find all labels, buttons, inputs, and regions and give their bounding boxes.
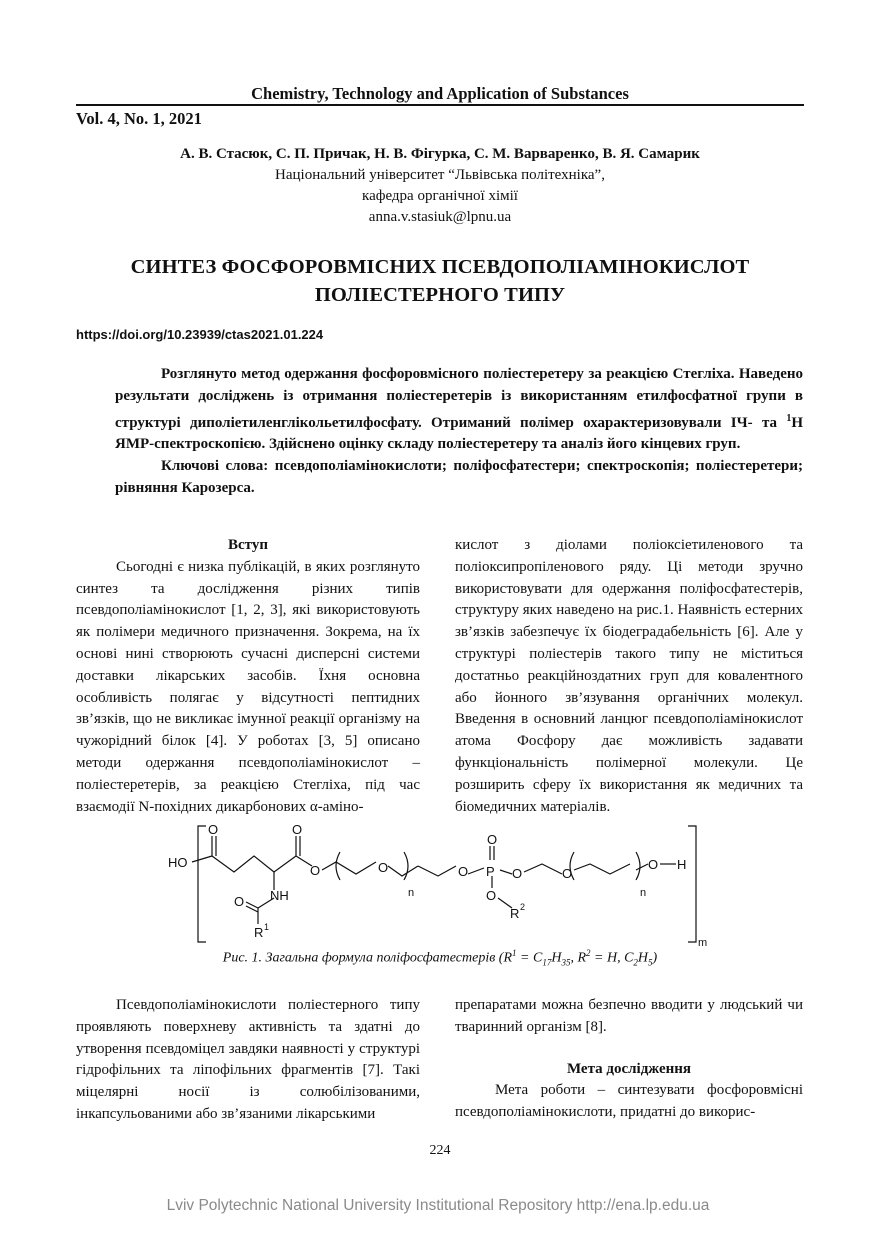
- figure-label-o: O: [458, 864, 469, 879]
- affiliation-university: Національний університет “Львівська політехніка”,: [275, 167, 605, 183]
- figure-caption: Рис. 1. Загальна формула поліфосфатестерів ($R^1 = C_{17}H_{35}$, $R^2 = H$, $C_2H_5$): [222, 948, 658, 968]
- polymer-structure-figure: [150, 820, 730, 948]
- figure-label-o: O: [486, 888, 497, 903]
- abstract: [115, 364, 803, 500]
- section2-right-column: [455, 995, 803, 1124]
- paper-title: [76, 253, 804, 309]
- repository-footer[interactable]: Lviv Polytechnic National University Institutional Repository http://ena.lp.edu.ua: [166, 1197, 710, 1214]
- figure-label-o: O: [234, 894, 245, 909]
- section2-paragraph: Псевдополіамінокислоти поліестерного типу проявляють поверхневу активність та здатні до утворення псевдоміцел завдяки наявності у структурі гідрофільних та ліпофільних фрагментів [7]. Такі міцелярні носії із солюбілізованими, інкапсульованими або зв’язаними лікарськими: [76, 997, 420, 1122]
- author-email[interactable]: anna.v.stasiuk@lpnu.ua: [368, 209, 512, 225]
- figure-label-m: m: [698, 937, 708, 948]
- paper-title-line-1: СИНТЕЗ ФОСФОРОВМІСНИХ ПСЕВДОПОЛІАМІНОКИСЛОТ: [130, 256, 750, 278]
- goal-paragraph: Мета роботи – синтезувати фосфоровмісні псевдополіамінокислоти, придатні до викорис-: [455, 1082, 803, 1121]
- intro-heading: Вступ: [228, 537, 268, 553]
- abstract-text: Розглянуто метод одержання фосфоровмісного поліестеретеру за реакцією Стегліха. Наведено результати досліджень із отримання поліестеретерів із використанням етилфосфатної групи в структурі диполіетиленглікольетилфосфату. Отриманий полімер охарактеризовували ІЧ- та $^1$Н ЯМР-спектроскопією. Здійснено оцінку складу поліестеретеру та аналіз його кінцевих груп.: [115, 366, 803, 453]
- keywords: Ключові слова: псевдополіамінокислоти; поліфосфатестери; спектроскопія; поліестеретери; рівняння Карозерса.: [115, 458, 803, 496]
- figure-label-h: H: [677, 857, 687, 872]
- doi-link[interactable]: https://doi.org/10.23939/ctas2021.01.224: [76, 327, 324, 342]
- figure-label-p: P: [486, 864, 495, 879]
- figure-label-r: R: [510, 906, 520, 921]
- section2-paragraph-continued: препаратами можна безпечно вводити у людський чи тваринний організм [8].: [455, 997, 803, 1035]
- header-rule: [76, 104, 804, 106]
- intro-right-column: [455, 535, 803, 818]
- goal-heading: Мета дослідження: [566, 1060, 692, 1077]
- authors: А. В. Стасюк, С. П. Причак, Н. В. Фігурка, С. М. Варваренко, В. Я. Самарик: [180, 146, 700, 162]
- figure-label-n: n: [640, 887, 647, 899]
- intro-paragraph: Сьогодні є низка публікацій, в яких розглянуто синтез та дослідження різних типів псевдополіамінокислот [1, 2, 3], які використовують як полімери медичного призначення. Зокрема, на їх основі нині створюють сучасні дисперсні системи доставки лікарських засобів. Їхня основна особливість полягає у відсутності пептидних зв’язків, що не викликає імунної реакції організму на чужорідний білок [4]. У роботах [3, 5] описано методи одержання псевдополіамінокислот – поліестеретерів, за реакцією Стегліха, під час взаємодії N-похідних дикарбонових α-аміно-: [76, 558, 420, 815]
- figure-label-o: O: [378, 860, 389, 875]
- section2-left-column: [76, 995, 420, 1126]
- page-number: 224: [429, 1143, 451, 1158]
- figure-label-r2-sup: 2: [520, 902, 526, 912]
- figure-label-o: O: [562, 866, 573, 881]
- figure-label-o: O: [487, 832, 498, 847]
- figure-label-o: O: [648, 857, 659, 872]
- figure-label-nh: NH: [270, 888, 289, 903]
- intro-left-column: [76, 535, 420, 818]
- figure-label-n: n: [408, 887, 415, 899]
- figure-label-o: O: [292, 822, 303, 837]
- intro-paragraph-continued: кислот з діолами поліоксіетиленового та поліоксипропіленового ряду. Ці методи зручно використовувати для одержання поліфосфатестерів, структуру яких наведено на рис.1. Наявність естерних зв’язків забезпечує їх біодеградабельність [6]. Але у структурі поліестерів такого типу не міститься достатньо реакційноздатних груп для ковалентного або йонного зв’язування органічних молекул. Введення в основний ланцюг псевдополіамінокислот атома Фосфору дає можливість задавати функціональність полімерної молекули. Це розширить сферу їх використання як медичних та біомедичних матеріалів.: [455, 537, 803, 815]
- figure-label-r: R: [254, 925, 264, 940]
- figure-label-o: O: [310, 863, 321, 878]
- figure-label-r1-sup: 1: [264, 922, 270, 932]
- volume-info: Vol. 4, No. 1, 2021: [76, 109, 202, 128]
- figure-label-o: O: [208, 822, 219, 837]
- figure-label-ho: HO: [168, 855, 188, 870]
- affiliation-department: кафедра органічної хімії: [362, 188, 518, 204]
- journal-title: Chemistry, Technology and Application of Substances: [251, 84, 629, 103]
- figure-label-o: O: [512, 866, 523, 881]
- paper-title-line-2: ПОЛІЕСТЕРНОГО ТИПУ: [314, 284, 566, 306]
